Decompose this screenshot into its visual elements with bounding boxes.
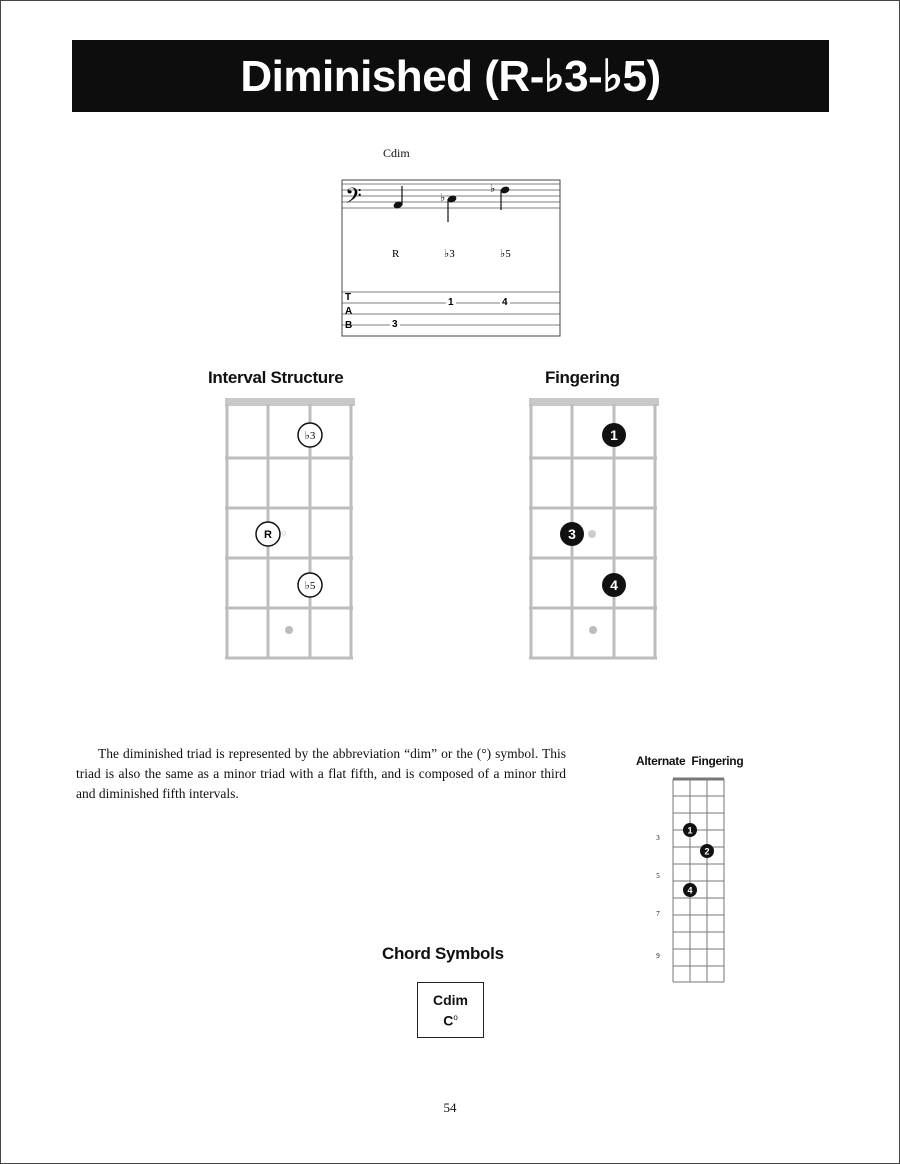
notation-staff <box>340 178 562 338</box>
chord-symbol-dim: Cdim <box>433 991 468 1008</box>
staff-interval-label: ♭5 <box>500 248 511 260</box>
staff-interval-label: R <box>392 248 400 260</box>
flat-sign: ♭ <box>440 191 446 204</box>
alt-finger-marker-1 <box>683 823 697 837</box>
svg-text:1: 1 <box>610 427 618 443</box>
fret-number: 5 <box>656 872 660 880</box>
svg-text:2: 2 <box>704 846 710 857</box>
finger-marker-4 <box>602 573 626 597</box>
fret-inlay-mark: ○ <box>281 528 287 538</box>
chord-symbol-sup: o <box>453 1012 458 1022</box>
fret-number: 7 <box>656 910 660 918</box>
tab-number: 4 <box>502 297 508 308</box>
fret-inlay-dot <box>589 626 597 634</box>
tab-clef: T <box>345 292 352 303</box>
description-paragraph: The diminished triad is represented by the abbreviation “dim” or the (°) symbol. This triad is also the same as a minor triad with a flat fifth, and is composed of a minor third and diminished fifth intervals. <box>76 746 566 801</box>
finger-marker-3 <box>560 522 584 546</box>
bass-clef-icon: 𝄢 <box>345 184 362 214</box>
chord-symbol-degree <box>443 1009 458 1030</box>
staff-interval-label: ♭3 <box>444 248 455 260</box>
svg-text:4: 4 <box>687 885 693 896</box>
flat-sign: ♭ <box>490 182 496 195</box>
alternate-fingering-heading: Alternate Fingering <box>636 754 744 768</box>
interval-structure-diagram <box>220 396 360 664</box>
page-title: Diminished (R-♭3-♭5) <box>240 51 661 101</box>
svg-text:3: 3 <box>568 526 576 542</box>
svg-text:4: 4 <box>610 577 618 593</box>
chord-symbol-base: C <box>443 1012 454 1029</box>
tab-number: 3 <box>392 319 398 330</box>
fret-inlay-dot <box>285 626 293 634</box>
tab-clef: B <box>345 320 353 331</box>
interval-marker-flat-fifth <box>298 573 322 597</box>
staff-chord-label: Cdim <box>383 146 410 160</box>
interval-marker-flat-third <box>298 423 322 447</box>
alt-finger-marker-4 <box>683 883 697 897</box>
svg-text:1: 1 <box>687 825 693 836</box>
tab-clef: A <box>345 306 353 317</box>
chord-symbols-heading: Chord Symbols <box>382 944 504 963</box>
svg-text:R: R <box>264 529 272 541</box>
svg-text:♭5: ♭5 <box>304 580 316 592</box>
alternate-fingering-diagram <box>648 776 728 986</box>
fret-grid <box>673 779 724 982</box>
page-number: 54 <box>443 1100 457 1115</box>
fret-inlay-dot <box>588 530 596 538</box>
alt-finger-marker-2 <box>700 844 714 858</box>
interval-marker-root <box>256 522 280 546</box>
fret-grid <box>225 404 353 658</box>
svg-text:♭3: ♭3 <box>304 430 316 442</box>
title-banner <box>72 40 829 112</box>
fingering-diagram <box>524 396 664 664</box>
finger-marker-1 <box>602 423 626 447</box>
tab-number: 1 <box>448 297 454 308</box>
chord-symbols-box <box>417 982 484 1038</box>
fret-number: 9 <box>656 952 660 960</box>
interval-structure-heading: Interval Structure <box>208 368 344 387</box>
fret-number: 3 <box>656 834 660 842</box>
fingering-heading: Fingering <box>545 368 620 387</box>
